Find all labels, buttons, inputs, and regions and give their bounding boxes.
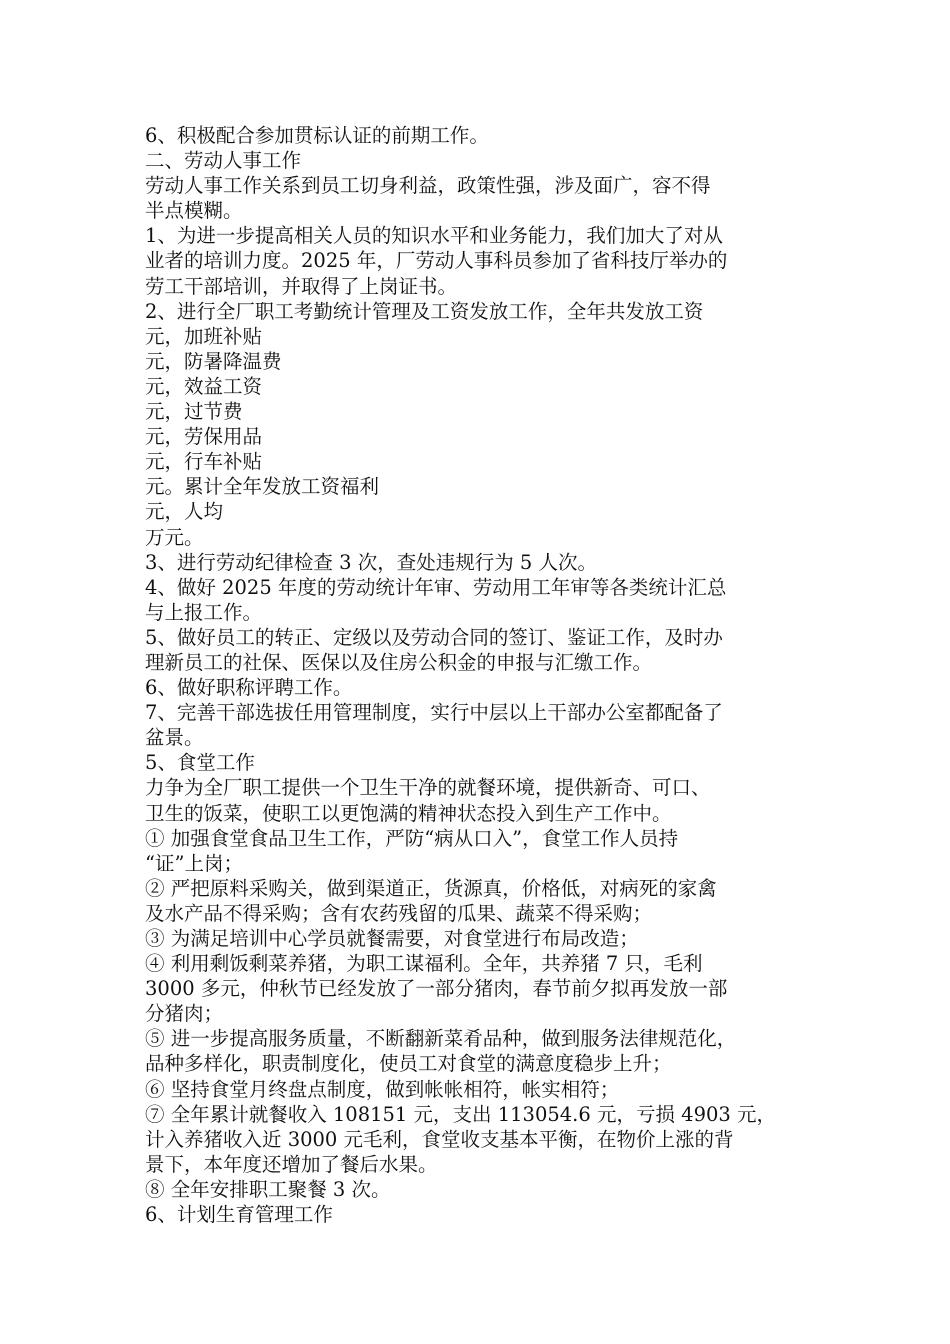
text-line: 万元。	[145, 525, 204, 549]
text-line: 劳工干部培训，并取得了上岗证书。	[145, 274, 458, 298]
text-line: 卫生的饭菜，使职工以更饱满的精神状态投入到生产工作中。	[145, 801, 672, 825]
text-line: 及水产品不得采购；含有农药残留的瓜果、蔬菜不得采购；	[145, 901, 653, 925]
text-line: ⑥ 坚持食堂月终盘点制度，做到帐帐相符，帐实相符；	[145, 1077, 620, 1101]
text-line: ② 严把原料采购关，做到渠道正，货源真，价格低，对病死的家禽	[145, 876, 717, 900]
text-line: 分猪肉；	[145, 1002, 224, 1026]
text-line: 1、为进一步提高相关人员的知识水平和业务能力，我们加大了对从	[145, 224, 723, 248]
text-line: 与上报工作。	[145, 600, 263, 624]
text-line: 景下，本年度还增加了餐后水果。	[145, 1152, 438, 1176]
text-line: 品种多样化，职责制度化，使员工对食堂的满意度稳步上升；	[145, 1052, 672, 1076]
text-line: 元，行车补贴	[145, 450, 263, 474]
text-line: 劳动人事工作关系到员工切身利益，政策性强，涉及面广，容不得	[145, 174, 711, 198]
text-line: 计入养猪收入近 3000 元毛利，食堂收支基本平衡，在物价上涨的背	[145, 1127, 734, 1151]
text-line: 7、完善干部选拔任用管理制度，实行中层以上干部办公室都配备了	[145, 701, 723, 725]
text-line: ④ 利用剩饭剩菜养猪，为职工谋福利。全年，共养猪 7 只，毛利	[145, 952, 703, 976]
text-line: 3、进行劳动纪律检查 3 次，查处违规行为 5 人次。	[145, 550, 598, 574]
text-line: 3000 多元，仲秋节已经发放了一部分猪肉，春节前夕拟再发放一部	[145, 977, 728, 1001]
document-body	[145, 123, 810, 1227]
text-line: 元，劳保用品	[145, 425, 263, 449]
text-line: 元，防暑降温费	[145, 349, 282, 373]
text-line: ⑤ 进一步提高服务质量，不断翻新菜肴品种，做到服务法律规范化，	[145, 1027, 737, 1051]
text-line: ⑦ 全年累计就餐收入 108151 元，支出 113054.6 元，亏损 4903 元，	[145, 1102, 776, 1126]
text-line: 半点模糊。	[145, 199, 243, 223]
text-line: 5、做好员工的转正、定级以及劳动合同的签订、鉴证工作，及时办	[145, 625, 723, 649]
text-line: ① 加强食堂食品卫生工作，严防“病从口入”，食堂工作人员持	[145, 826, 679, 850]
text-line: 6、做好职称评聘工作。	[145, 676, 353, 700]
text-line: 理新员工的社保、医保以及住房公积金的申报与汇缴工作。	[145, 650, 653, 674]
text-line: 元，效益工资	[145, 374, 263, 398]
text-line: 2、进行全厂职工考勤统计管理及工资发放工作，全年共发放工资	[145, 299, 704, 323]
text-line: “证”上岗；	[145, 851, 243, 875]
text-line: 4、做好 2025 年度的劳动统计年审、劳动用工年审等各类统计汇总	[145, 575, 727, 599]
text-line: 力争为全厂职工提供一个卫生干净的就餐环境，提供新奇、可口、	[145, 776, 711, 800]
text-line: ⑧ 全年安排职工聚餐 3 次。	[145, 1177, 391, 1201]
text-line: 6、积极配合参加贯标认证的前期工作。	[145, 124, 489, 147]
text-line: ③ 为满足培训中心学员就餐需要，对食堂进行布局改造；	[145, 927, 639, 950]
text-line: 盆景。	[145, 726, 204, 750]
section-heading: 5、食堂工作	[145, 751, 255, 775]
text-line: 元，过节费	[145, 400, 243, 424]
text-line: 业者的培训力度。2025 年，厂劳动人事科员参加了省科技厅举办的	[145, 249, 728, 273]
text-line: 元。累计全年发放工资福利	[145, 475, 380, 499]
text-line: 元，人均	[145, 500, 224, 524]
section-heading: 6、计划生育管理工作	[145, 1203, 333, 1227]
text-line: 元，加班补贴	[145, 324, 263, 348]
section-heading: 二、劳动人事工作	[145, 149, 302, 173]
